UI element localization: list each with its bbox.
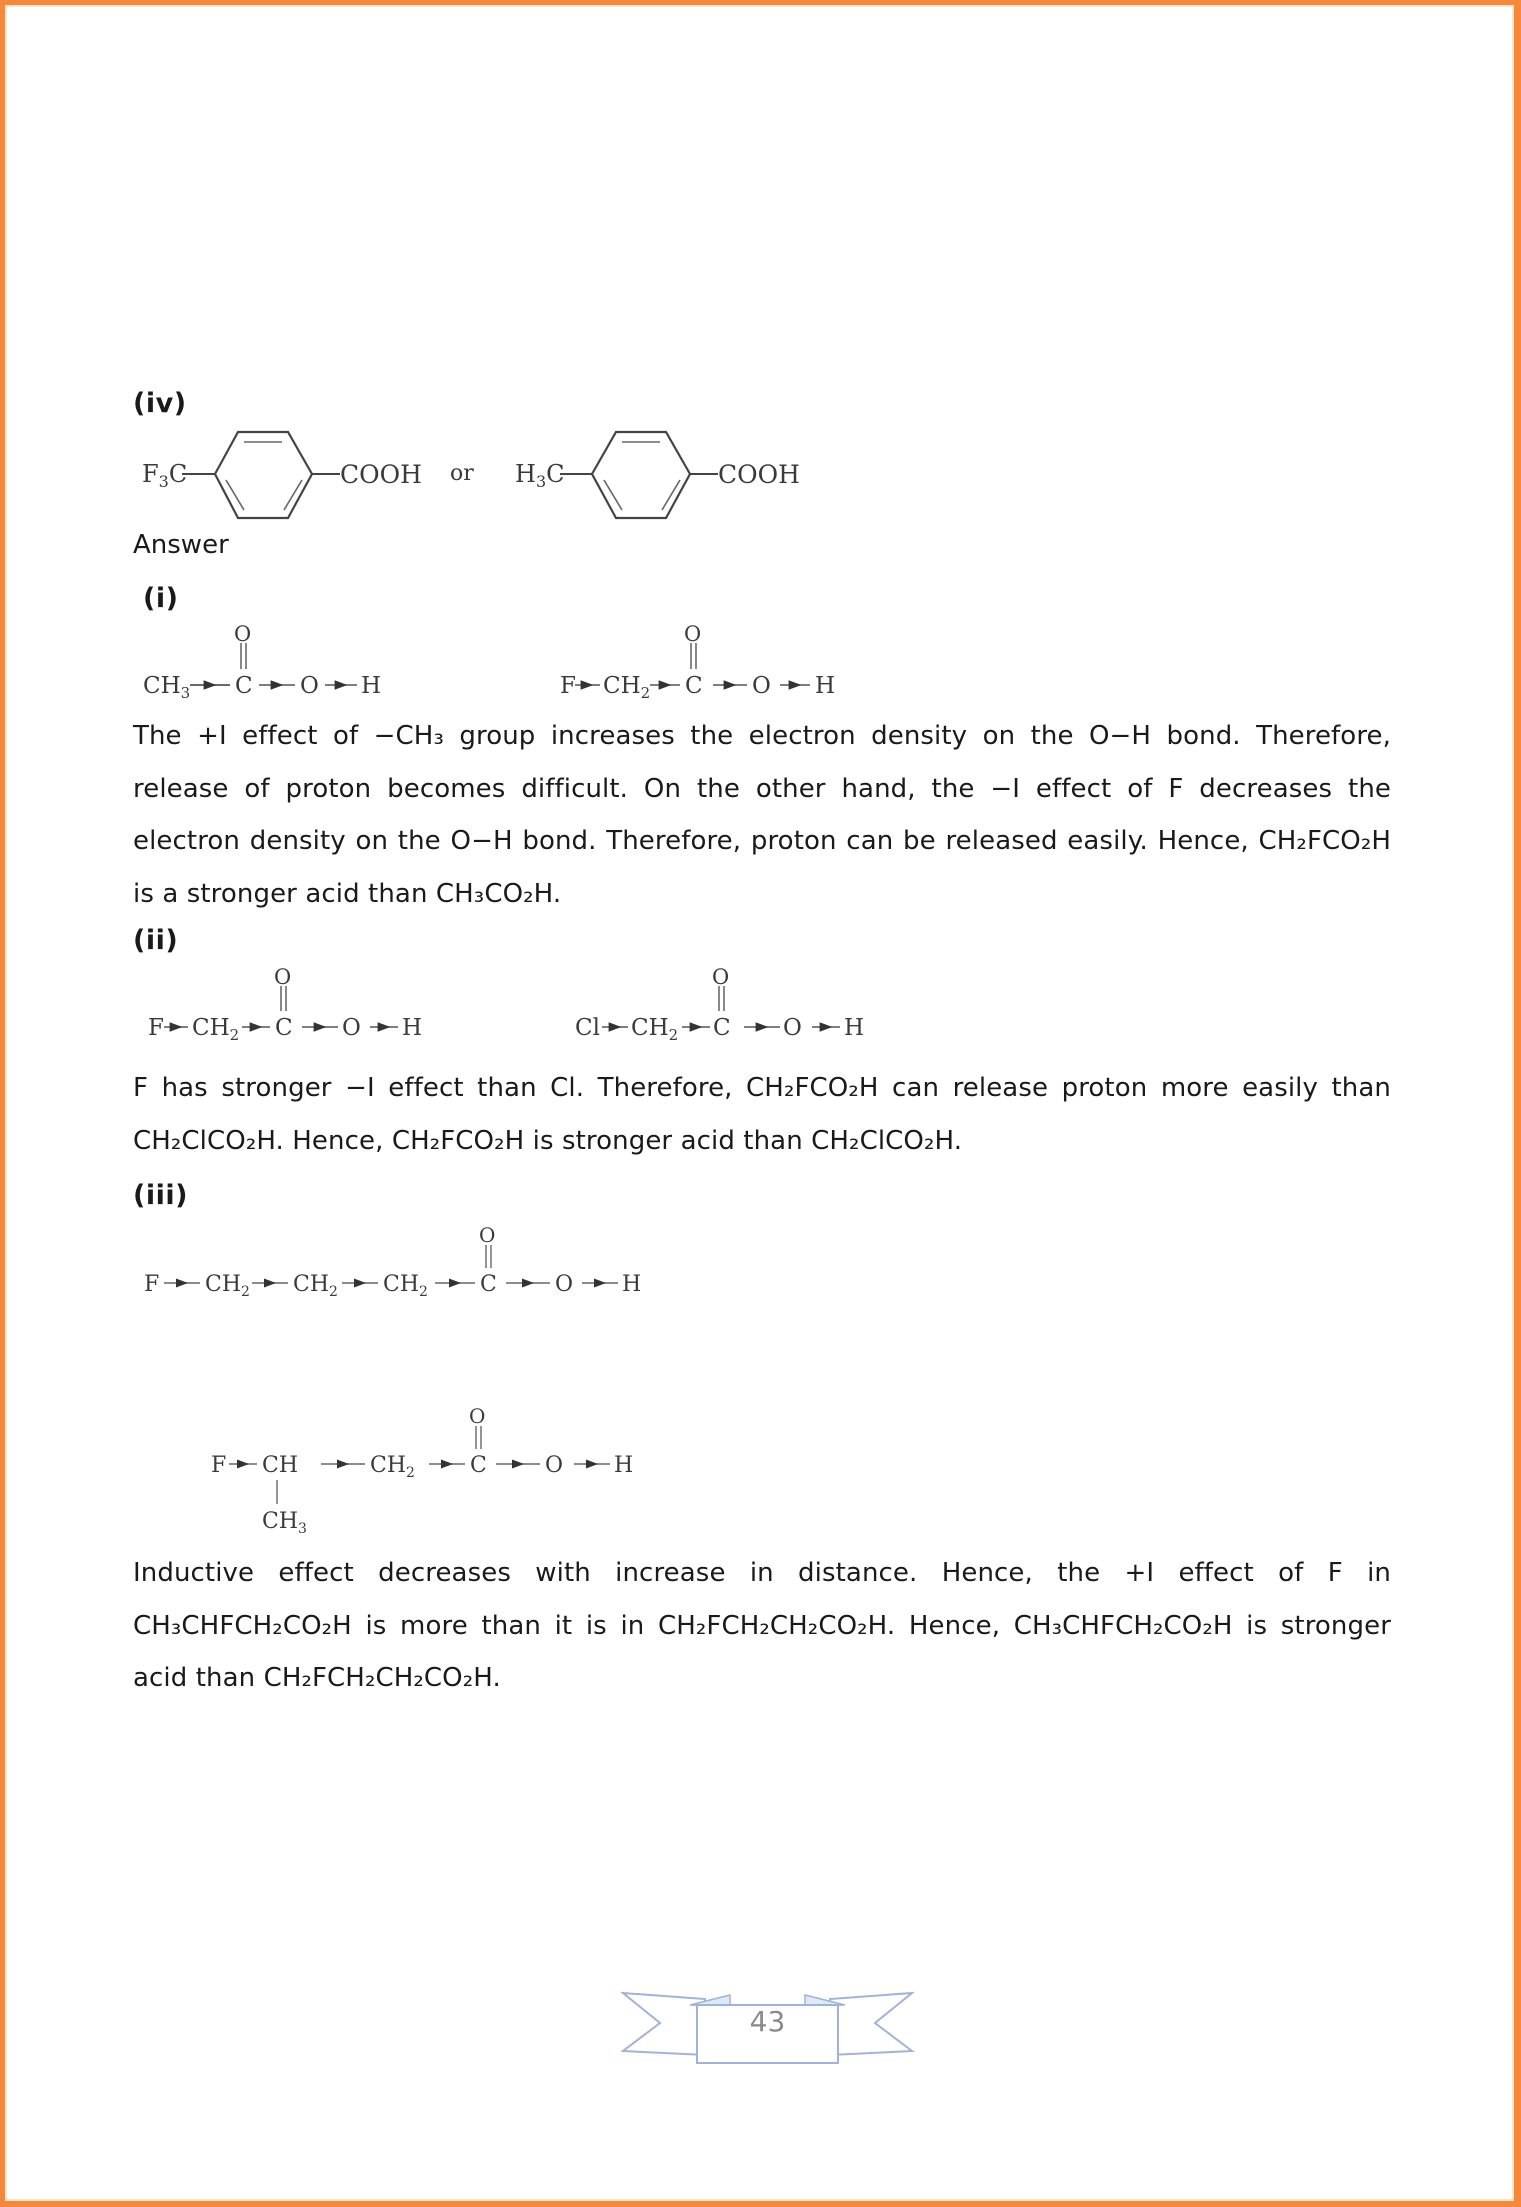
part-ii-explanation — [133, 1062, 1391, 1167]
question-iv-label: (iv) — [133, 388, 187, 419]
svg-text:Cl: Cl — [575, 1015, 600, 1041]
svg-text:O: O — [479, 1223, 496, 1247]
svg-text:O: O — [469, 1404, 486, 1428]
fluoroacetic-acid-structure — [560, 622, 835, 702]
part-i-structures — [135, 622, 915, 710]
svg-text:CH3: $CH_3$ — [262, 1509, 307, 1537]
svg-text:C: C — [713, 1015, 731, 1041]
svg-text:O: O — [752, 673, 771, 699]
svg-text:H: H — [614, 1453, 634, 1478]
svg-text:CH2: $CH_2$ — [205, 1272, 250, 1300]
svg-text:CH2: $CH_2$ — [383, 1272, 428, 1300]
acetic-acid-structure — [143, 622, 381, 702]
part-i-label: (i) — [143, 583, 179, 614]
svg-text:H: H — [361, 673, 382, 699]
svg-text:H: H — [402, 1015, 423, 1041]
part-ii-label: (ii) — [133, 925, 179, 956]
svg-text:O: O — [274, 965, 292, 989]
svg-text:CH2: $CH_2$ — [631, 1015, 679, 1044]
svg-text:O: O — [712, 965, 730, 989]
svg-text:O: O — [555, 1272, 574, 1297]
fluorobutanoic-acid-4-structure — [144, 1223, 641, 1300]
chloroacetic-acid-structure — [575, 965, 864, 1044]
svg-text:F: F — [148, 1015, 164, 1041]
svg-text:O: O — [234, 622, 252, 646]
svg-text:F: F — [211, 1453, 227, 1478]
compound-cf3-benzoic-acid — [142, 432, 422, 518]
fluoroacetic-acid-structure — [148, 965, 422, 1044]
svg-text:CH2: $CH_2$ — [603, 673, 651, 702]
svg-text:CH: CH — [262, 1453, 299, 1478]
page-number: 43 — [749, 2005, 786, 2038]
part-ii-paragraph: F has stronger −I effect than Cl. Therefore, CH₂FCO₂H can release proton more easily than CH₂ClCO₂H. Hence, CH₂FCO₂H is stronger acid than CH₂ClCO₂H. — [133, 1073, 1391, 1156]
svg-text:CH2: $CH_2$ — [192, 1015, 240, 1044]
svg-text:C: C — [685, 673, 703, 699]
svg-text:O: O — [783, 1015, 802, 1041]
svg-text:O: O — [300, 673, 319, 699]
svg-text:COOH: COOH — [340, 460, 422, 489]
part-iii-explanation — [133, 1547, 1391, 1705]
part-iii-structure-a — [140, 1225, 680, 1305]
svg-text:H3C: $H_3C$ — [515, 460, 565, 491]
compound-ch3-benzoic-acid — [515, 432, 800, 518]
svg-text:C: C — [470, 1453, 487, 1478]
part-ii-structures — [140, 965, 940, 1053]
svg-text:F: F — [144, 1272, 160, 1297]
svg-text:H: H — [622, 1272, 642, 1297]
svg-text:F3C: $F_3C$ — [142, 460, 188, 491]
svg-text:H: H — [815, 673, 836, 699]
part-i-paragraph: The +I effect of −CH₃ group increases the electron density on the O−H bond. Therefore, release of proton becomes difficult. On the other hand, the −I effect of F decreases the electron density on the O−H bond. Therefore, proton can be released easily. Hence, CH₂FCO₂H is a stronger acid than CH₃CO₂H. — [133, 721, 1391, 909]
svg-text:C: C — [480, 1272, 497, 1297]
svg-text:CH2: $CH_2$ — [370, 1453, 415, 1481]
svg-text:CH3: $CH_3$ — [143, 673, 191, 702]
svg-text:O: O — [545, 1453, 564, 1478]
svg-text:C: C — [275, 1015, 293, 1041]
part-iii-label: (iii) — [133, 1180, 188, 1211]
question-iv-structures — [130, 420, 810, 530]
part-iii-structure-b — [205, 1398, 645, 1538]
part-iii-paragraph: Inductive effect decreases with increase in distance. Hence, the +I effect of F in CH₃CHFCH₂CO₂H is more than it is in CH₂FCH₂CH₂CO₂H. Hence, CH₃CHFCH₂CO₂H is stronger acid than CH₂FCH₂CH₂CO₂H. — [133, 1558, 1391, 1693]
svg-text:O: O — [684, 622, 702, 646]
fluorobutanoic-acid-3-structure — [211, 1404, 633, 1537]
svg-text:F: F — [560, 673, 576, 699]
svg-text:C: C — [235, 673, 253, 699]
svg-text:H: H — [844, 1015, 865, 1041]
page-number-banner — [620, 1985, 915, 2070]
svg-text:CH2: $CH_2$ — [293, 1272, 338, 1300]
svg-text:O: O — [342, 1015, 361, 1041]
part-i-explanation — [133, 710, 1391, 920]
answer-label: Answer — [133, 530, 229, 560]
or-separator: or — [450, 461, 474, 486]
svg-text:COOH: COOH — [718, 460, 800, 489]
